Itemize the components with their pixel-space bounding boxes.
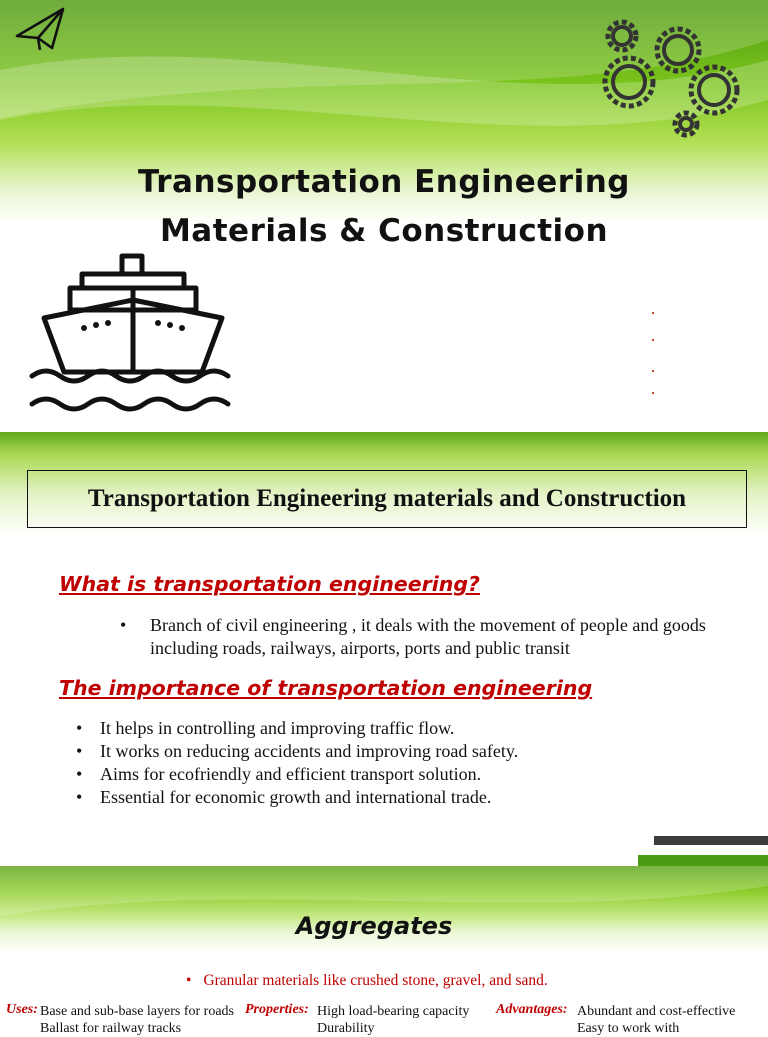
ship-icon [26,252,240,412]
properties-label: Properties: [245,1002,309,1017]
overview-slide [0,432,768,866]
importance-list [76,717,676,809]
list-item-text: Aims for ecofriendly and efficient transport solution. [100,764,482,784]
advantages-text [577,1003,735,1037]
aggregates-slide [0,866,768,1036]
decorative-bar-green [638,855,768,866]
properties-text-line: High load-bearing capacity [317,1004,470,1019]
gears-icon [596,16,748,140]
slide-title-line-1: Transportation Engineering [138,164,630,200]
definition-text: Branch of civil engineering , it deals with the movement of people and goods including roads, railways, airports, ports and public transit [150,615,706,658]
section-heading-what-is: What is transportation engineering? [59,572,480,596]
list-item: • Aims for ecofriendly and efficient transport solution. [76,764,482,784]
properties-text-line: Durability [317,1021,375,1036]
slide-title: Aggregates [295,912,453,940]
decorative-dots [652,312,658,402]
slide-title-box: Transportation Engineering materials and Construction [27,470,747,528]
intro-bullet: • Granular materials like crushed stone, gravel, and sand. [186,972,548,989]
list-item-text: It works on reducing accidents and improving road safety. [100,741,519,761]
advantages-text-line: Easy to work with [577,1021,680,1036]
section-heading-importance: The importance of transportation engineering [59,676,593,700]
intro-bullet-text: Granular materials like crushed stone, gravel, and sand. [203,972,548,989]
uses-label: Uses: [6,1002,38,1017]
list-item: • Essential for economic growth and international trade. [76,787,492,807]
list-item: • It helps in controlling and improving traffic flow. [76,718,455,738]
properties-text [317,1003,469,1037]
bullet-marker: • [120,615,127,635]
paper-plane-icon [14,6,66,52]
uses-text-line: Base and sub-base layers for roads [40,1004,234,1019]
uses-text [40,1003,234,1037]
background-swoosh [0,866,768,1024]
list-item-text: Essential for economic growth and international trade. [100,787,492,807]
advantages-label: Advantages: [496,1002,568,1017]
advantages-text-line: Abundant and cost-effective [577,1004,736,1019]
decorative-bar-dark [654,836,768,845]
slide-title-line-2: Materials & Construction [159,213,609,249]
title-slide [0,0,768,432]
uses-text-line: Ballast for railway tracks [40,1021,182,1036]
list-item-text: It helps in controlling and improving traffic flow. [100,718,455,738]
list-item: • It works on reducing accidents and improving road safety. [76,741,519,761]
